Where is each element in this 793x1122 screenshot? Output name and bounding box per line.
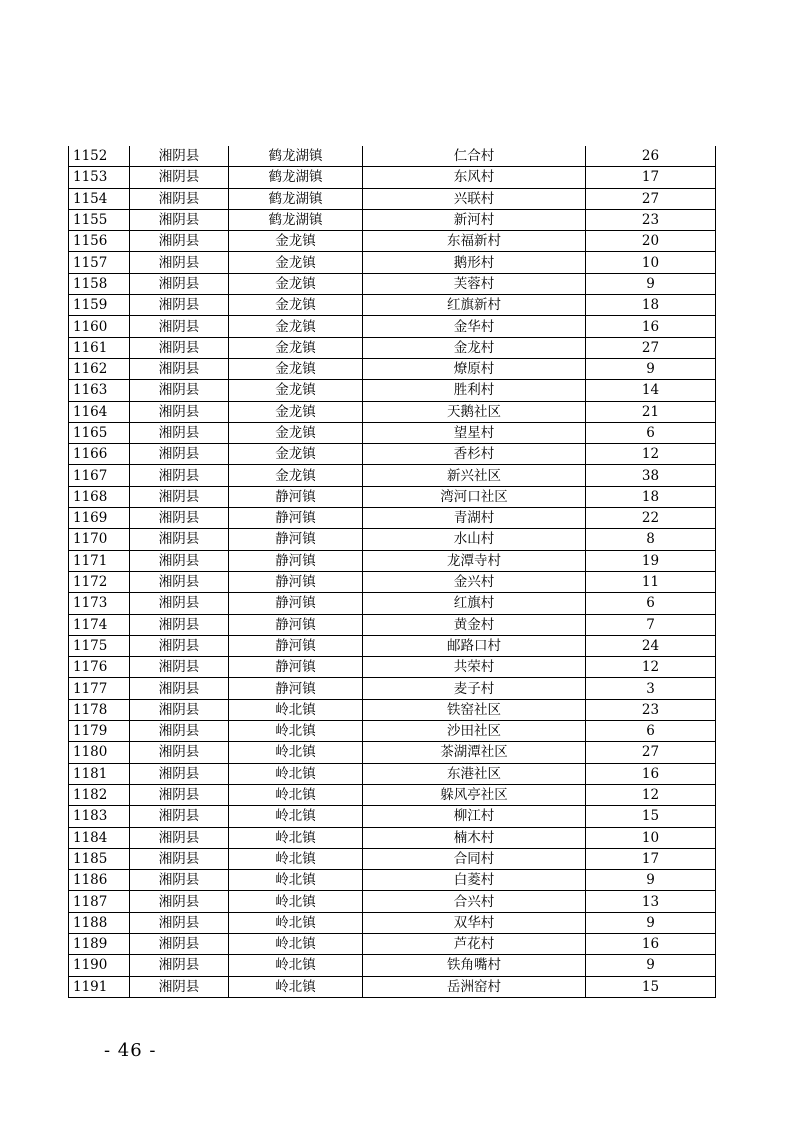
county-cell: 湘阴县 [130,465,229,486]
village-cell: 燎原村 [363,358,586,379]
county-cell: 湘阴县 [130,380,229,401]
county-cell: 湘阴县 [130,273,229,294]
county-cell: 湘阴县 [130,678,229,699]
table-row [69,593,716,614]
table-body [69,146,716,997]
county-cell: 湘阴县 [130,571,229,592]
table-row [69,806,716,827]
table-row [69,891,716,912]
count-cell: 15 [586,976,716,997]
village-cell: 铁窑社区 [363,699,586,720]
town-cell: 金龙镇 [229,444,363,465]
table-row [69,529,716,550]
row-index-cell: 1164 [69,401,130,422]
village-cell: 茶湖潭社区 [363,742,586,763]
village-cell: 金兴村 [363,571,586,592]
table-row [69,358,716,379]
table-row [69,188,716,209]
count-cell: 10 [586,252,716,273]
village-cell: 天鹅社区 [363,401,586,422]
village-cell: 黄金村 [363,614,586,635]
county-cell: 湘阴县 [130,529,229,550]
row-index-cell: 1153 [69,167,130,188]
village-cell: 新河村 [363,209,586,230]
county-cell: 湘阴县 [130,146,229,167]
table-row [69,721,716,742]
village-cell: 沙田社区 [363,721,586,742]
village-cell: 红旗新村 [363,295,586,316]
table-row [69,912,716,933]
table-row [69,295,716,316]
table-row [69,955,716,976]
count-cell: 17 [586,848,716,869]
table-row [69,167,716,188]
village-cell: 仁合村 [363,146,586,167]
town-cell: 金龙镇 [229,465,363,486]
table-row [69,635,716,656]
count-cell: 7 [586,614,716,635]
town-cell: 岭北镇 [229,848,363,869]
county-cell: 湘阴县 [130,337,229,358]
table-row [69,401,716,422]
count-cell: 23 [586,209,716,230]
row-index-cell: 1183 [69,806,130,827]
town-cell: 岭北镇 [229,763,363,784]
count-cell: 26 [586,146,716,167]
county-cell: 湘阴县 [130,635,229,656]
row-index-cell: 1182 [69,784,130,805]
county-cell: 湘阴县 [130,188,229,209]
village-cell: 共荣村 [363,657,586,678]
row-index-cell: 1163 [69,380,130,401]
town-cell: 金龙镇 [229,316,363,337]
town-cell: 岭北镇 [229,955,363,976]
count-cell: 3 [586,678,716,699]
town-cell: 静河镇 [229,486,363,507]
table-row [69,209,716,230]
town-cell: 岭北镇 [229,912,363,933]
county-cell: 湘阴县 [130,657,229,678]
village-table [68,146,716,998]
village-cell: 楠木村 [363,827,586,848]
count-cell: 27 [586,742,716,763]
county-cell: 湘阴县 [130,721,229,742]
village-cell: 芦花村 [363,933,586,954]
county-cell: 湘阴县 [130,252,229,273]
town-cell: 静河镇 [229,593,363,614]
town-cell: 鹤龙湖镇 [229,146,363,167]
row-index-cell: 1190 [69,955,130,976]
count-cell: 15 [586,806,716,827]
county-cell: 湘阴县 [130,870,229,891]
count-cell: 18 [586,486,716,507]
row-index-cell: 1180 [69,742,130,763]
table-row [69,508,716,529]
village-cell: 望星村 [363,422,586,443]
village-cell: 金龙村 [363,337,586,358]
count-cell: 9 [586,358,716,379]
county-cell: 湘阴县 [130,316,229,337]
town-cell: 静河镇 [229,529,363,550]
table-row [69,614,716,635]
row-index-cell: 1187 [69,891,130,912]
row-index-cell: 1155 [69,209,130,230]
table-row [69,657,716,678]
table-row [69,316,716,337]
count-cell: 24 [586,635,716,656]
row-index-cell: 1158 [69,273,130,294]
table-row [69,699,716,720]
county-cell: 湘阴县 [130,295,229,316]
row-index-cell: 1179 [69,721,130,742]
county-cell: 湘阴县 [130,763,229,784]
table-row [69,571,716,592]
row-index-cell: 1191 [69,976,130,997]
village-cell: 柳江村 [363,806,586,827]
row-index-cell: 1177 [69,678,130,699]
count-cell: 6 [586,422,716,443]
row-index-cell: 1185 [69,848,130,869]
count-cell: 9 [586,955,716,976]
row-index-cell: 1162 [69,358,130,379]
county-cell: 湘阴县 [130,508,229,529]
village-cell: 香杉村 [363,444,586,465]
count-cell: 12 [586,444,716,465]
table-row [69,784,716,805]
row-index-cell: 1171 [69,550,130,571]
village-cell: 岳洲窑村 [363,976,586,997]
county-cell: 湘阴县 [130,167,229,188]
village-cell: 兴联村 [363,188,586,209]
count-cell: 27 [586,188,716,209]
village-cell: 龙潭寺村 [363,550,586,571]
county-cell: 湘阴县 [130,358,229,379]
count-cell: 11 [586,571,716,592]
count-cell: 38 [586,465,716,486]
row-index-cell: 1160 [69,316,130,337]
county-cell: 湘阴县 [130,231,229,252]
count-cell: 9 [586,912,716,933]
count-cell: 14 [586,380,716,401]
town-cell: 岭北镇 [229,976,363,997]
town-cell: 岭北镇 [229,870,363,891]
village-cell: 鹅形村 [363,252,586,273]
table-row [69,252,716,273]
county-cell: 湘阴县 [130,209,229,230]
row-index-cell: 1188 [69,912,130,933]
count-cell: 16 [586,763,716,784]
village-cell: 新兴社区 [363,465,586,486]
row-index-cell: 1152 [69,146,130,167]
town-cell: 金龙镇 [229,295,363,316]
village-cell: 白菱村 [363,870,586,891]
county-cell: 湘阴县 [130,827,229,848]
village-cell: 合同村 [363,848,586,869]
table-row [69,763,716,784]
village-cell: 铁角嘴村 [363,955,586,976]
table-row [69,678,716,699]
row-index-cell: 1176 [69,657,130,678]
table-row [69,444,716,465]
town-cell: 金龙镇 [229,337,363,358]
town-cell: 岭北镇 [229,699,363,720]
count-cell: 16 [586,316,716,337]
table-row [69,827,716,848]
town-cell: 鹤龙湖镇 [229,167,363,188]
count-cell: 20 [586,231,716,252]
count-cell: 16 [586,933,716,954]
town-cell: 岭北镇 [229,806,363,827]
row-index-cell: 1161 [69,337,130,358]
town-cell: 岭北镇 [229,784,363,805]
town-cell: 金龙镇 [229,380,363,401]
count-cell: 13 [586,891,716,912]
town-cell: 岭北镇 [229,827,363,848]
count-cell: 23 [586,699,716,720]
count-cell: 19 [586,550,716,571]
table-row [69,231,716,252]
village-cell: 水山村 [363,529,586,550]
count-cell: 21 [586,401,716,422]
village-cell: 躲风亭社区 [363,784,586,805]
village-cell: 胜利村 [363,380,586,401]
county-cell: 湘阴县 [130,593,229,614]
county-cell: 湘阴县 [130,912,229,933]
county-cell: 湘阴县 [130,401,229,422]
town-cell: 静河镇 [229,657,363,678]
table-row [69,146,716,167]
county-cell: 湘阴县 [130,486,229,507]
town-cell: 岭北镇 [229,933,363,954]
row-index-cell: 1167 [69,465,130,486]
county-cell: 湘阴县 [130,976,229,997]
row-index-cell: 1168 [69,486,130,507]
row-index-cell: 1156 [69,231,130,252]
count-cell: 9 [586,870,716,891]
village-cell: 芙蓉村 [363,273,586,294]
count-cell: 6 [586,721,716,742]
town-cell: 静河镇 [229,571,363,592]
count-cell: 18 [586,295,716,316]
county-cell: 湘阴县 [130,699,229,720]
table-row [69,422,716,443]
county-cell: 湘阴县 [130,742,229,763]
row-index-cell: 1169 [69,508,130,529]
table-row [69,465,716,486]
town-cell: 金龙镇 [229,358,363,379]
table-row [69,337,716,358]
count-cell: 9 [586,273,716,294]
village-cell: 东福新村 [363,231,586,252]
row-index-cell: 1159 [69,295,130,316]
row-index-cell: 1172 [69,571,130,592]
count-cell: 27 [586,337,716,358]
table-row [69,550,716,571]
table-row [69,933,716,954]
town-cell: 岭北镇 [229,891,363,912]
town-cell: 鹤龙湖镇 [229,188,363,209]
row-index-cell: 1157 [69,252,130,273]
village-cell: 双华村 [363,912,586,933]
town-cell: 静河镇 [229,550,363,571]
town-cell: 静河镇 [229,508,363,529]
county-cell: 湘阴县 [130,848,229,869]
county-cell: 湘阴县 [130,891,229,912]
town-cell: 岭北镇 [229,721,363,742]
count-cell: 6 [586,593,716,614]
village-cell: 湾河口社区 [363,486,586,507]
village-cell: 红旗村 [363,593,586,614]
town-cell: 金龙镇 [229,252,363,273]
county-cell: 湘阴县 [130,806,229,827]
table-row [69,742,716,763]
table-row [69,273,716,294]
table-row [69,870,716,891]
county-cell: 湘阴县 [130,784,229,805]
village-cell: 东风村 [363,167,586,188]
town-cell: 静河镇 [229,678,363,699]
count-cell: 10 [586,827,716,848]
count-cell: 12 [586,657,716,678]
table-row [69,380,716,401]
row-index-cell: 1186 [69,870,130,891]
town-cell: 金龙镇 [229,273,363,294]
count-cell: 17 [586,167,716,188]
village-cell: 合兴村 [363,891,586,912]
row-index-cell: 1184 [69,827,130,848]
town-cell: 静河镇 [229,635,363,656]
town-cell: 金龙镇 [229,422,363,443]
village-cell: 青湖村 [363,508,586,529]
village-cell: 东港社区 [363,763,586,784]
county-cell: 湘阴县 [130,550,229,571]
count-cell: 22 [586,508,716,529]
row-index-cell: 1166 [69,444,130,465]
row-index-cell: 1189 [69,933,130,954]
count-cell: 12 [586,784,716,805]
county-cell: 湘阴县 [130,955,229,976]
town-cell: 静河镇 [229,614,363,635]
county-cell: 湘阴县 [130,614,229,635]
town-cell: 金龙镇 [229,231,363,252]
town-cell: 鹤龙湖镇 [229,209,363,230]
table-row [69,976,716,997]
row-index-cell: 1178 [69,699,130,720]
row-index-cell: 1165 [69,422,130,443]
row-index-cell: 1175 [69,635,130,656]
county-cell: 湘阴县 [130,444,229,465]
village-cell: 金华村 [363,316,586,337]
row-index-cell: 1170 [69,529,130,550]
village-cell: 麦子村 [363,678,586,699]
village-cell: 邮路口村 [363,635,586,656]
row-index-cell: 1154 [69,188,130,209]
town-cell: 金龙镇 [229,401,363,422]
table-row [69,848,716,869]
table-row [69,486,716,507]
page-number: - 46 - [104,1040,157,1061]
row-index-cell: 1173 [69,593,130,614]
county-cell: 湘阴县 [130,933,229,954]
row-index-cell: 1181 [69,763,130,784]
town-cell: 岭北镇 [229,742,363,763]
count-cell: 8 [586,529,716,550]
county-cell: 湘阴县 [130,422,229,443]
row-index-cell: 1174 [69,614,130,635]
